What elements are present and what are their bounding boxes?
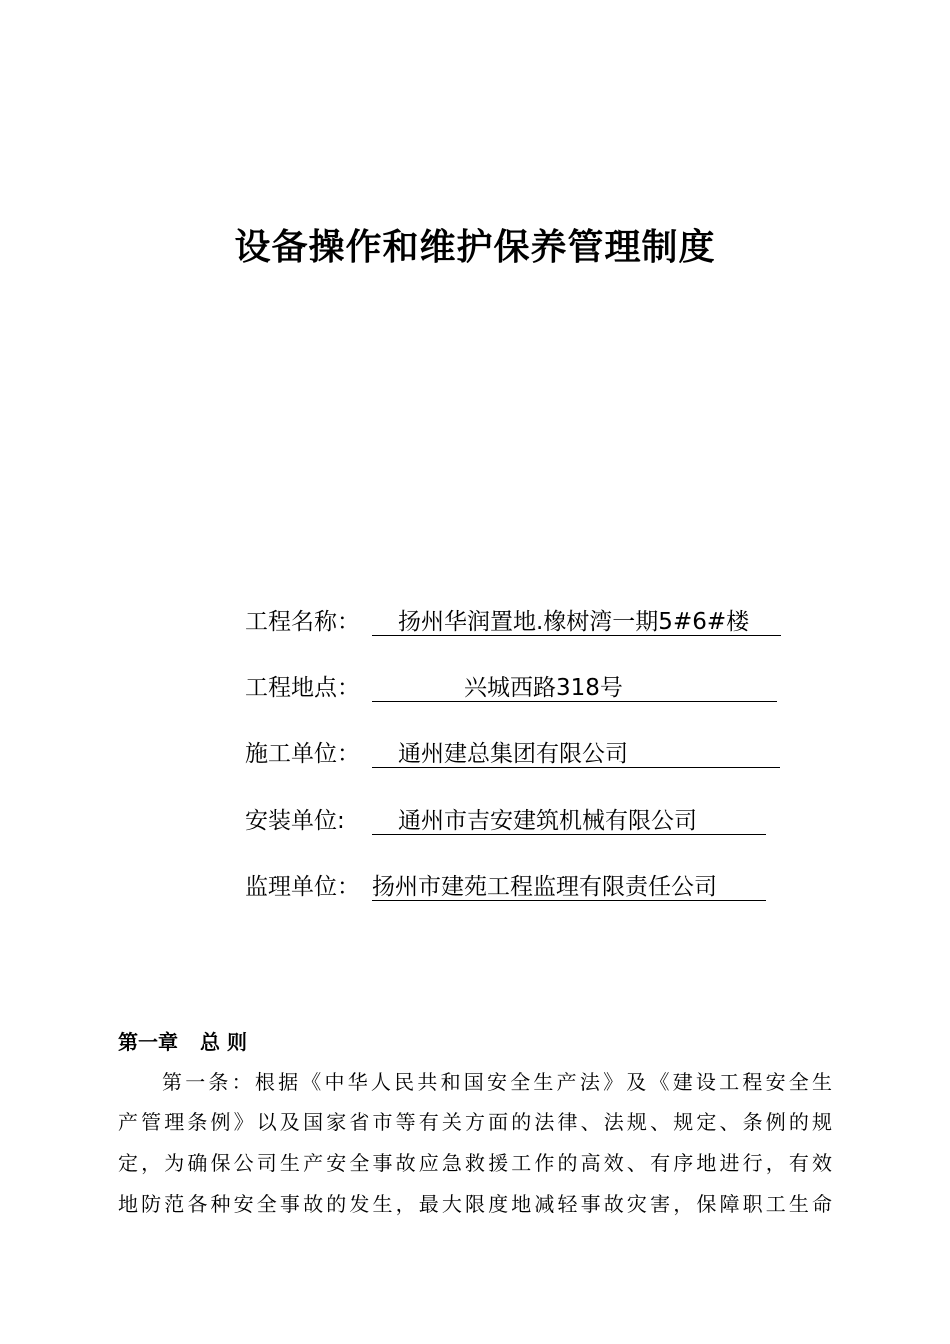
info-value: 扬州市建苑工程监理有限责任公司 <box>372 870 766 901</box>
chapter-number: 第一章 <box>118 1030 178 1054</box>
body-line: 定，为确保公司生产安全事故应急救援工作的高效、有序地进行，有效 <box>118 1151 832 1175</box>
info-label: 安装单位: <box>245 808 345 834</box>
info-row-project-name <box>245 605 750 639</box>
info-row-project-location <box>245 671 623 705</box>
info-row-construction-unit <box>245 737 628 771</box>
info-value: 通州建总集团有限公司 <box>372 737 780 768</box>
info-label: 工程地点： <box>245 675 360 701</box>
info-label: 施工单位： <box>245 741 360 767</box>
info-value: 扬州华润置地.橡树湾一期5#6#楼 <box>372 605 781 636</box>
info-row-supervision-unit <box>245 870 717 904</box>
info-value: 兴城西路318号 <box>372 671 777 702</box>
chapter-heading <box>118 1027 247 1057</box>
body-line: 产管理条例》以及国家省市等有关方面的法律、法规、规定、条例的规 <box>118 1110 832 1134</box>
info-row-installation-unit <box>245 804 697 838</box>
chapter-name: 总 则 <box>200 1030 247 1054</box>
document-title: 设备操作和维护保养管理制度 <box>234 227 716 268</box>
info-value: 通州市吉安建筑机械有限公司 <box>372 804 766 835</box>
info-label: 工程名称： <box>245 609 360 635</box>
body-line: 地防范各种安全事故的发生，最大限度地减轻事故灾害，保障职工生命 <box>118 1192 832 1216</box>
info-label: 监理单位： <box>245 874 360 900</box>
body-line: 第一条：根据《中华人民共和国安全生产法》及《建设工程安全生 <box>162 1070 832 1094</box>
